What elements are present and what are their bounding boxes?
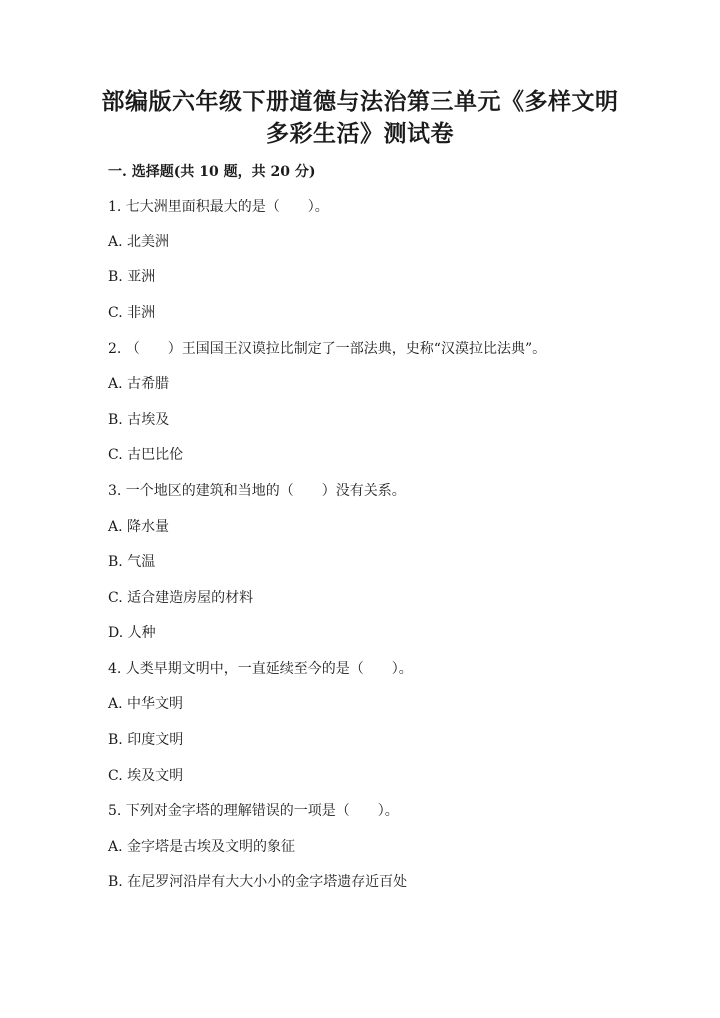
question-1-option-b: B. 亚洲	[108, 269, 156, 285]
question-1-option-a: A. 北美洲	[108, 234, 170, 250]
question-3-option-b: B. 气温	[108, 554, 156, 570]
question-5-option-a: A. 金字塔是古埃及文明的象征	[108, 839, 296, 855]
question-1-option-c: C. 非洲	[108, 305, 156, 321]
question-5-stem: 5. 下列对金字塔的理解错误的一项是（ ）。	[108, 803, 399, 819]
question-3-stem: 3. 一个地区的建筑和当地的（ ）没有关系。	[108, 483, 406, 499]
question-2-stem: 2. （ ）王国国王汉谟拉比制定了一部法典，史称“汉漠拉比法典”。	[108, 341, 547, 357]
question-2-option-a: A. 古希腊	[108, 376, 170, 392]
question-2-option-b: B. 古埃及	[108, 412, 170, 428]
question-4-option-c: C. 埃及文明	[108, 768, 184, 784]
page-title-line-1: 部编版六年级下册道德与法治第三单元《多样文明	[101, 88, 619, 115]
question-1-stem: 1. 七大洲里面积最大的是（ ）。	[108, 199, 329, 215]
question-4-option-b: B. 印度文明	[108, 732, 184, 748]
question-3-option-a: A. 降水量	[108, 519, 170, 535]
page-title-line-2: 多彩生活》测试卷	[266, 120, 454, 147]
question-4-option-a: A. 中华文明	[108, 696, 184, 712]
question-3-option-d: D. 人种	[108, 625, 156, 641]
question-2-option-c: C. 古巴比伦	[108, 447, 184, 463]
question-5-option-b: B. 在尼罗河沿岸有大大小小的金字塔遗存近百处	[108, 874, 408, 890]
question-4-stem: 4. 人类早期文明中，一直延续至今的是（ ）。	[108, 661, 413, 677]
section-heading: 一. 选择题(共 10 题，共 20 分)	[108, 164, 316, 180]
question-3-option-c: C. 适合建造房屋的材料	[108, 590, 254, 606]
